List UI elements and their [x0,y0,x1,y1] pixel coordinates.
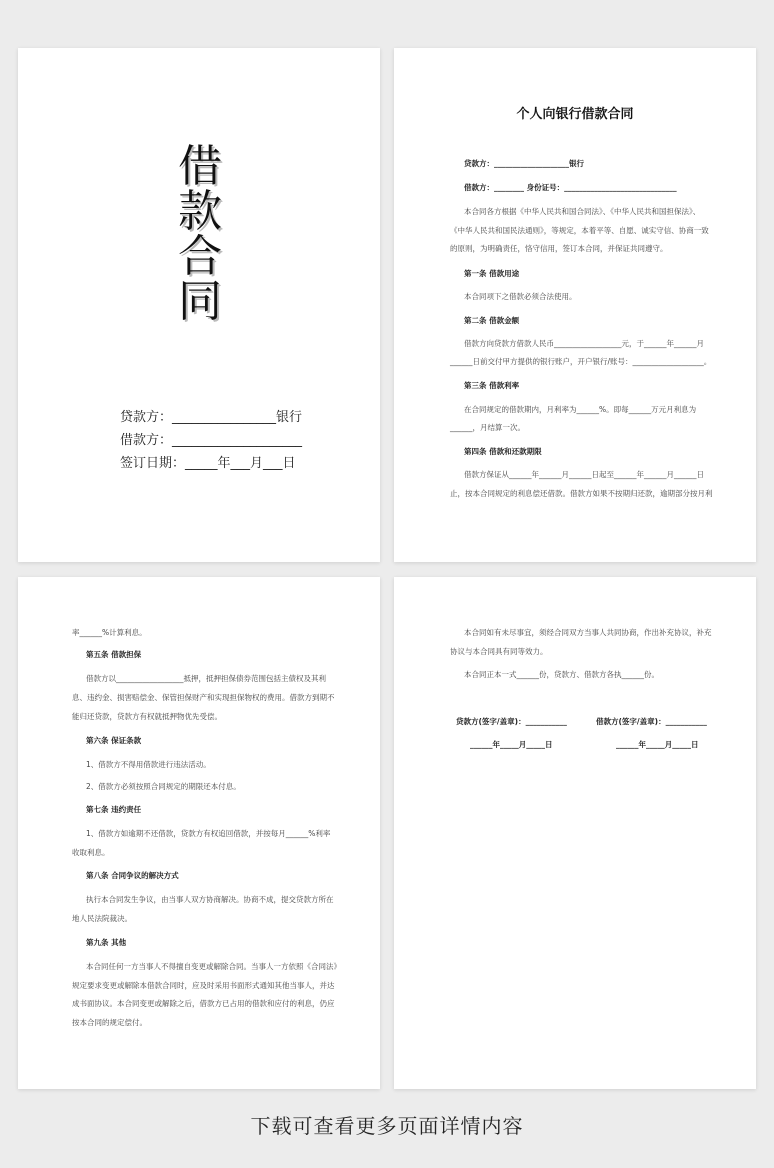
lender-field: 贷款方：____________________银行 [464,159,584,168]
article-heading: 第四条 借款和还款期限 [464,447,542,456]
paragraph-line: 执行本合同发生争议，由当事人双方协商解决。协商不成，提交贷款方所在 [86,895,334,904]
borrower-signature: 借款方(签字/盖章)：___________ [596,717,707,726]
contract-page-2 [18,577,380,1089]
paragraph-line: 借款方以__________________抵押，抵押担保债券范围包括主债权及其利 [86,674,326,683]
article-heading: 第三条 借款利率 [464,381,520,390]
lender-signature: 贷款方(签字/盖章)：___________ [456,717,567,726]
article-heading: 第一条 借款用途 [464,269,520,278]
paragraph-line: 1、借款方不得用借款进行违法活动。 [86,760,211,769]
paragraph-line: 率______%计算利息。 [72,628,147,637]
paragraph-line: 收取利息。 [72,848,110,857]
contract-page-1 [394,48,756,562]
paragraph-line: 在合同规定的借款期内，月利率为______%。即每______万元月利息为 [464,405,697,414]
contract-page-3 [394,577,756,1089]
cover-page [18,48,380,562]
paragraph-line: 按本合同的规定偿付。 [72,1018,147,1027]
cover-title-char: 同 [178,276,222,327]
paragraph-line: 本合同各方根据《中华人民共和国合同法》、《中华人民共和国担保法》、 [464,207,701,216]
paragraph-line: 借款方保证从______年______月______日起至______年______月______日 [464,470,704,479]
cover-title-char: 借 [178,141,222,192]
cover-date-line: 签订日期：_____年___月___日 [120,456,296,471]
paragraph-line: 本合同项下之借款必须合法使用。 [464,292,577,301]
cover-title-char: 合 [178,231,222,282]
cover-fields [120,406,302,475]
paragraph-line: 息、违约金、损害赔偿金、保管担保财产和实现担保物权的费用。借款方到期不 [72,693,335,702]
paragraph-line: 《中华人民共和国民法通则》，等规定，本着平等、自愿、诚实守信、协商一致 [450,226,709,235]
article-heading: 第二条 借款金额 [464,316,520,325]
paragraph-line: 本合同如有未尽事宜，须经合同双方当事人共同协商，作出补充协议，补充 [464,628,712,637]
footer-caption: 下载可查看更多页面详情内容 [250,1114,524,1138]
paragraph-line: ______日前交付甲方提供的银行账户，开户银行/账号：___________________。 [450,357,712,366]
borrower-id-field: 借款方：________ 身份证号：______________________________ [464,183,677,192]
paragraph-line: 2、借款方必须按照合同规定的期限还本付息。 [86,782,241,791]
article-heading: 第五条 借款担保 [86,650,142,659]
paragraph-line: 1、借款方如逾期不还借款，贷款方有权追回借款，并按每月______%利率 [86,829,331,838]
paragraph-line: 协议与本合同具有同等效力。 [450,647,548,656]
paragraph-line: 地人民法院裁决。 [72,914,132,923]
contract-title: 个人向银行借款合同 [516,107,634,122]
paragraph-line: 成书面协议。本合同变更或解除之后，借款方已占用的借款和应付的利息，仍应 [72,999,335,1008]
paragraph-line: 借款方向贷款方借款人民币__________________元，于______年______月 [464,339,704,348]
cover-borrower-line: 借款方：____________________ [120,433,303,448]
article-heading: 第九条 其他 [86,938,127,947]
paragraph-line: 能归还贷款，贷款方有权就抵押物优先受偿。 [72,712,222,721]
lender-sign-date: ______年_____月_____日 [470,740,553,749]
paragraph-line: 本合同正本一式______份，贷款方、借款方各执______份。 [464,670,659,679]
cover-title [170,141,230,327]
paragraph-line: 规定要求变更或解除本借款合同时，应及时采用书面形式通知其他当事人，并达 [72,981,335,990]
paragraph-line: 的原则，为明确责任，恪守信用，签订本合同，并保证共同遵守。 [450,244,668,253]
paragraph-line: 本合同任何一方当事人不得擅自变更或解除合同。当事人一方依照《合同法》 [86,962,341,971]
article-heading: 第六条 保证条款 [86,736,142,745]
paragraph-line: 止，按本合同规定的利息偿还借款。借款方如果不按期归还款，逾期部分按月利 [450,489,713,498]
paragraph-line: ______，月结算一次。 [450,423,525,432]
cover-lender-line: 贷款方：________________银行 [120,410,303,425]
cover-title-char: 款 [178,186,222,237]
article-heading: 第八条 合同争议的解决方式 [86,871,179,880]
article-heading: 第七条 违约责任 [86,805,142,814]
borrower-sign-date: ______年_____月_____日 [616,740,699,749]
